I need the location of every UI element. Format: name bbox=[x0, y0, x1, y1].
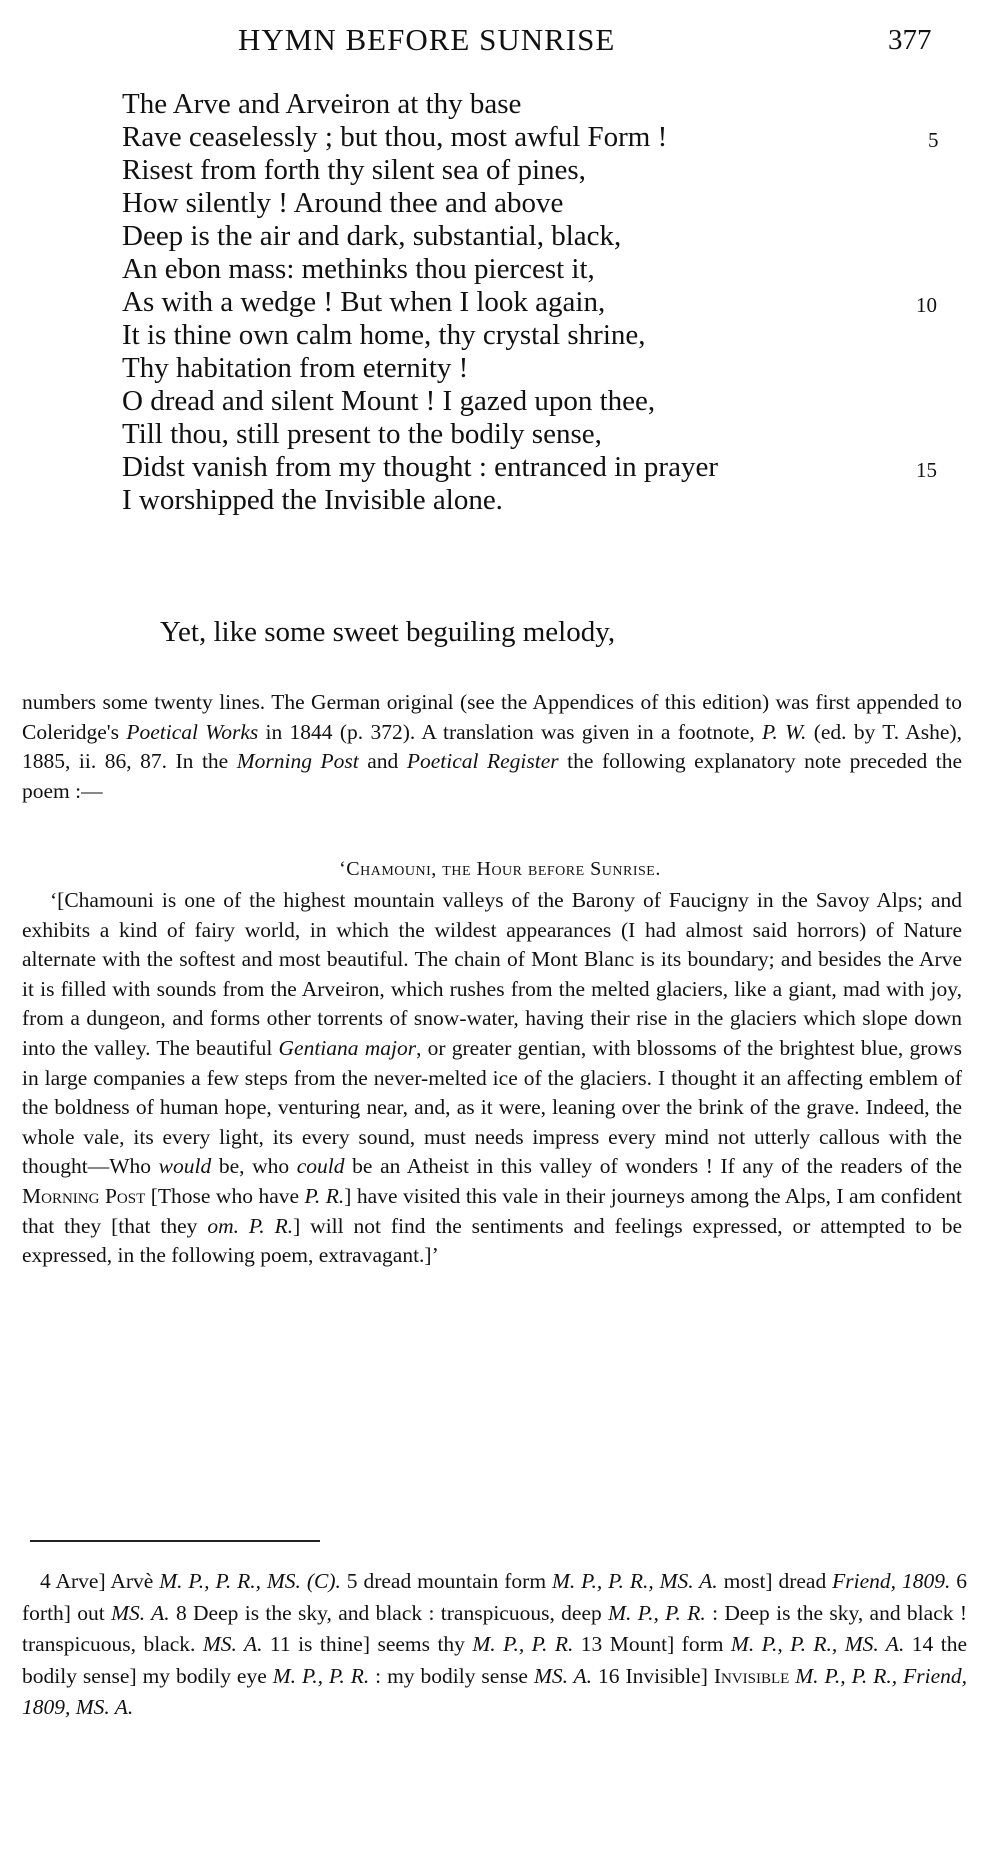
poem-line: Deep is the air and dark, substantial, black, bbox=[122, 220, 622, 252]
poem-line: I worshipped the Invisible alone. bbox=[122, 484, 503, 516]
poem-line: Till thou, still present to the bodily sense, bbox=[122, 418, 602, 450]
line-number: 15 bbox=[916, 458, 937, 482]
poem-line: Rave ceaselessly ; but thou, most awful Form ! bbox=[122, 121, 668, 153]
quoted-explanatory-note bbox=[22, 886, 962, 1271]
line-number: 5 bbox=[928, 128, 939, 152]
note-heading: ‘Chamouni, the Hour before Sunrise. bbox=[339, 858, 661, 880]
textual-variants bbox=[22, 1566, 967, 1724]
variants-paragraph: 4 Arve] Arvè M. P., P. R., MS. (C). 5 dread mountain form M. P., P. R., MS. A. most] dread Friend, 1809. 6 forth] out MS. A. 8 Deep is the sky, and black : transpicuous, deep M. P., P. R. : Deep is the sky, and black ! transpicuous, black. MS. A. 11 is thine] seems thy M. P., P. R. 13 Mount] form M. P., P. R., MS. A. 14 the bodily sense] my bodily eye M. P., P. R. : my bodily sense MS. A. 16 Invisible] Invisible M. P., P. R., Friend, 1809, MS. A. bbox=[22, 1569, 968, 1719]
footnote-rule bbox=[30, 1540, 320, 1542]
poem-line: An ebon mass: methinks thou piercest it, bbox=[122, 253, 595, 285]
quoted-paragraph: ‘[Chamouni is one of the highest mountain valleys of the Barony of Faucigny in the Savoy Alps; and exhibits a kind of fairy world, in which the wildest appearances (I had almost said horrors) of Nature alternate with the softest and most beautiful. The chain of Mont Blanc is its boundary; and besides the Arve it is filled with sounds from the Arveiron, which rushes from the melted glaciers, like a giant, mad with joy, from a dungeon, and forms other torrents of snow-water, having their rise in the glaciers which slope down into the valley. The beautiful Gentiana major, or greater gentian, with blossoms of the brightest blue, grows in large companies a few steps from the never-melted ice of the glaciers. I thought it an affecting emblem of the boldness of human hope, venturing near, and, as it were, leaning over the brink of the grave. Indeed, the whole vale, its every light, its every sound, must needs impress every mind not utterly callous with the thought—Who would be, who could be an Atheist in this valley of wonders ! If any of the readers of the Morning Post [Those who have P. R.] have visited this vale in their journeys among the Alps, I am confident that they [that they om. P. R.] will not find the sentiments and feelings expressed, or attempted to be expressed, in the following poem, extravagant.]’ bbox=[22, 888, 963, 1268]
poem-line: As with a wedge ! But when I look again, bbox=[122, 286, 606, 318]
poem-line: How silently ! Around thee and above bbox=[122, 187, 564, 219]
poem-continuation-line: Yet, like some sweet beguiling melody, bbox=[160, 616, 616, 648]
poem-line: Didst vanish from my thought : entranced in prayer bbox=[122, 451, 718, 483]
intro-footnote bbox=[22, 688, 962, 806]
poem-line: Risest from forth thy silent sea of pines, bbox=[122, 154, 586, 186]
intro-paragraph: numbers some twenty lines. The German original (see the Appendices of this edition) was first appended to Coleridge's Poetical Works in 1844 (p. 372). A translation was given in a footnote, P. W. (ed. by T. Ashe), 1885, ii. 86, 87. In the Morning Post and Poetical Register the following explanatory note preceded the poem :— bbox=[22, 690, 962, 803]
running-head bbox=[0, 22, 1000, 62]
poem-line: The Arve and Arveiron at thy base bbox=[122, 88, 522, 120]
page-number: 377 bbox=[888, 24, 932, 56]
poem-line: O dread and silent Mount ! I gazed upon thee, bbox=[122, 385, 656, 417]
poem-line: It is thine own calm home, thy crystal shrine, bbox=[122, 319, 646, 351]
running-title: HYMN BEFORE SUNRISE bbox=[238, 22, 616, 57]
poem-line: Thy habitation from eternity ! bbox=[122, 352, 469, 384]
line-number: 10 bbox=[916, 293, 937, 317]
